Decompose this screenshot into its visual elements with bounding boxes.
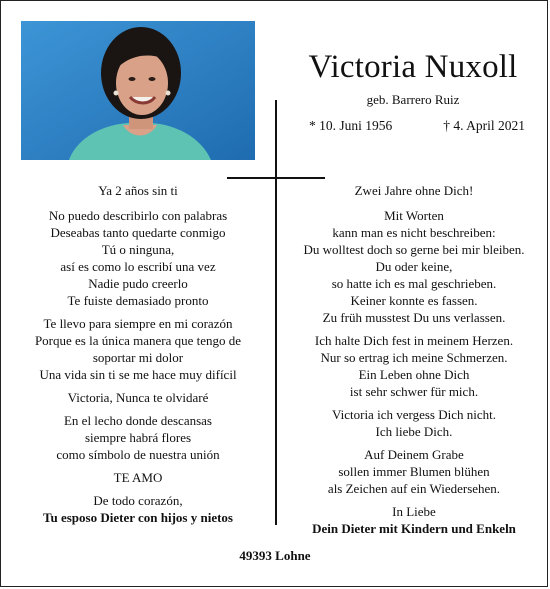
poem-stanza <box>13 315 263 383</box>
poem-stanza <box>13 469 263 486</box>
poem-line: soportar mi dolor <box>92 350 184 365</box>
cross-horizontal-bar <box>227 177 325 179</box>
poem-line: así es como lo escribí una vez <box>60 259 216 274</box>
poem-line: Keiner konnte es fassen. <box>350 293 478 308</box>
poem-line: ist sehr schwer für mich. <box>349 384 479 399</box>
poem-line: Du oder keine, <box>375 259 453 274</box>
poem-line: kann man es nicht beschreiben: <box>332 225 496 240</box>
poem-line: siempre habrá flores <box>84 430 192 445</box>
german-heading: Zwei Jahre ohne Dich! <box>354 183 474 198</box>
closing-line: De todo corazón, <box>93 493 183 508</box>
closing-block <box>13 492 263 526</box>
birth-date: * 10. Juni 1956 <box>309 118 393 133</box>
signature-line: Tu esposo Dieter con hijos y nietos <box>43 510 233 525</box>
poem-line: so hatte ich es mal geschrieben. <box>331 276 497 291</box>
poem-line: Du wolltest doch so gerne bei mir bleiben. <box>303 242 525 257</box>
poem-line: Ein Leben ohne Dich <box>358 367 470 382</box>
poem-line: Nur so ertrag ich meine Schmerzen. <box>320 350 508 365</box>
poem-line: Victoria ich vergess Dich nicht. <box>332 407 496 422</box>
portrait-image <box>21 21 255 160</box>
poem-stanza <box>13 389 263 406</box>
poem-stanza <box>289 406 539 440</box>
poem-line: Nadie pudo creerlo <box>88 276 188 291</box>
poem-line: als Zeichen auf ein Wiedersehen. <box>327 481 501 496</box>
poem-line: Tú o ninguna, <box>101 242 175 257</box>
poem-line: TE AMO <box>113 470 163 485</box>
poem-line: Una vida sin ti se me hace muy difícil <box>39 367 237 382</box>
deceased-name: Victoria Nuxoll <box>308 49 518 85</box>
poem-line: Auf Deinem Grabe <box>364 447 464 462</box>
german-poem-column <box>289 182 539 537</box>
poem-line: Porque es la única manera que tengo de <box>34 333 242 348</box>
poem-line: Mit Worten <box>384 208 444 223</box>
poem-line: sollen immer Blumen blühen <box>338 464 490 479</box>
poem-stanza <box>289 207 539 326</box>
place-line: 49393 Lohne <box>239 548 311 563</box>
poem-line: No puedo describirlo con palabras <box>48 208 228 223</box>
poem-line: Deseabas tanto quedarte conmigo <box>50 225 226 240</box>
spanish-poem-column <box>13 182 263 526</box>
spanish-heading: Ya 2 años sin ti <box>98 183 178 198</box>
poem-stanza <box>289 332 539 400</box>
poem-line: Ich halte Dich fest in meinem Herzen. <box>314 333 514 348</box>
poem-line: Victoria, Nunca te olvidaré <box>67 390 209 405</box>
signature-line: Dein Dieter mit Kindern und Enkeln <box>312 521 516 536</box>
poem-line: Te fuiste demasiado pronto <box>67 293 209 308</box>
closing-line: In Liebe <box>392 504 436 519</box>
poem-stanza <box>13 207 263 309</box>
birth-name: geb. Barrero Ruiz <box>366 92 460 107</box>
poem-line: Te llevo para siempre en mi corazón <box>43 316 233 331</box>
closing-block <box>289 503 539 537</box>
poem-line: Ich liebe Dich. <box>375 424 453 439</box>
poem-line: En el lecho donde descansas <box>63 413 212 428</box>
death-date: † 4. April 2021 <box>443 118 525 133</box>
portrait-photo <box>21 21 255 160</box>
poem-stanza <box>13 412 263 463</box>
cross-vertical-bar <box>275 100 277 525</box>
poem-line: como símbolo de nuestra unión <box>56 447 220 462</box>
poem-stanza <box>289 446 539 497</box>
poem-line: Zu früh musstest Du uns verlassen. <box>322 310 506 325</box>
